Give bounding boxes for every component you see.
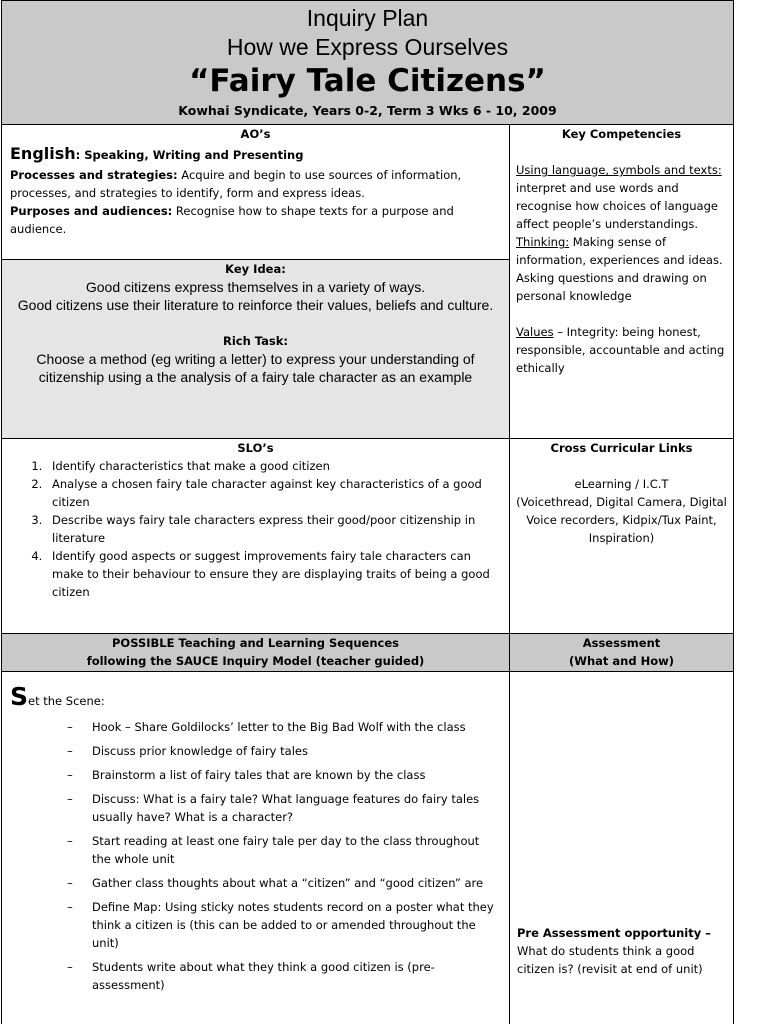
pre-assessment-cell xyxy=(509,671,734,1024)
sequences-heading-2: following the SAUCE Inquiry Model (teacher guided) xyxy=(86,654,425,668)
scene-item: – Discuss prior knowledge of fairy tales xyxy=(67,744,308,758)
competency-language-text: interpret and use words and recognise how choices of language affect people’s understandings. xyxy=(516,181,718,231)
scene-heading: et the Scene: xyxy=(28,694,105,708)
cross-curricular-line2: (Voicethread, Digital Camera, Digital Voice recorders, Kidpix/Tux Paint, Inspiration) xyxy=(516,495,727,545)
page-title: “Fairy Tale Citizens” xyxy=(189,63,546,99)
scene-item: – Start reading at least one fairy tale per day to the class throughout the whole unit xyxy=(67,834,480,866)
slo-item: 2. Analyse a chosen fairy tale character against key characteristics of a good citizen xyxy=(46,475,501,511)
key-idea-heading: Key Idea: xyxy=(225,262,286,276)
aos-processes xyxy=(10,166,501,202)
sequences-heading-1: POSSIBLE Teaching and Learning Sequences xyxy=(112,636,399,650)
scene-item: – Define Map: Using sticky notes students record on a poster what they think a citizen is (this can be added to or amended throughout the unit) xyxy=(67,900,494,950)
slos-cell xyxy=(1,438,510,634)
aos-purposes-label: Purposes and audiences: xyxy=(10,204,173,218)
slo-item: 4. Identify good aspects or suggest improvements fairy tale characters can make to their behaviour to ensure they are displaying traits of being a good citizen xyxy=(46,547,501,601)
cross-curricular-line1: eLearning / I.C.T xyxy=(574,477,669,491)
competency-language-label: Using language, symbols and texts: xyxy=(516,163,722,177)
scene-item: – Gather class thoughts about what a “citizen” and “good citizen” are xyxy=(67,876,484,890)
aos-subject-detail: : Speaking, Writing and Presenting xyxy=(75,148,304,162)
pre-assessment-label: Pre Assessment opportunity – xyxy=(517,926,711,940)
aos-cell xyxy=(1,124,510,260)
scene-list xyxy=(10,718,501,994)
pre-assessment-text: What do students think a good citizen is? (revisit at end of unit) xyxy=(517,944,703,976)
scene-item: – Hook – Share Goldilocks’ letter to the Big Bad Wolf with the class xyxy=(67,720,466,734)
rich-task-text: Choose a method (eg writing a letter) to express your understanding of citizenship using a the analysis of a fairy tale character as an example xyxy=(36,351,475,385)
aos-subject: English xyxy=(10,144,76,163)
aos-processes-label: Processes and strategies: xyxy=(10,168,178,182)
slos-list xyxy=(10,457,501,601)
key-competencies-heading: Key Competencies xyxy=(561,127,682,141)
sequences-header-cell xyxy=(1,633,510,672)
rich-task-heading: Rich Task: xyxy=(222,334,289,348)
competency-thinking xyxy=(516,233,727,305)
assessment-heading-1: Assessment xyxy=(582,636,661,650)
competency-thinking-label: Thinking: xyxy=(516,235,570,249)
key-idea-line2: Good citizens use their literature to reinforce their values, beliefs and culture. xyxy=(17,297,494,313)
assessment-heading-2: (What and How) xyxy=(569,654,674,668)
aos-purposes-text: Recognise how to shape texts for a purpose and audience. xyxy=(10,204,454,236)
competency-values-text: – Integrity: being honest, responsible, accountable and acting ethically xyxy=(516,325,725,375)
aos-purposes xyxy=(10,202,501,238)
scene-big-letter: S xyxy=(10,682,29,711)
header-line1: Inquiry Plan xyxy=(306,5,429,31)
cross-curricular-cell xyxy=(509,438,734,634)
header-subtitle: Kowhai Syndicate, Years 0-2, Term 3 Wks 6 - 10, 2009 xyxy=(178,103,557,118)
competency-values-label: Values xyxy=(516,325,554,339)
slo-item: 3. Describe ways fairy tale characters express their good/poor citizenship in literature xyxy=(46,511,501,547)
scene-item: – Discuss: What is a fairy tale? What language features do fairy tales usually have? What is a character? xyxy=(67,792,480,824)
key-competencies-cell xyxy=(509,124,734,439)
slos-heading: SLO’s xyxy=(237,441,274,455)
assessment-header-cell xyxy=(509,633,734,672)
scene-item: – Brainstorm a list of fairy tales that are known by the class xyxy=(67,768,426,782)
key-idea-cell xyxy=(1,259,510,439)
aos-heading: AO’s xyxy=(240,127,271,141)
scene-item: – Students write about what they think a good citizen is (pre-assessment) xyxy=(67,960,435,992)
competency-values xyxy=(516,323,727,377)
header-banner xyxy=(1,0,734,125)
competency-language xyxy=(516,161,727,233)
key-idea-line1: Good citizens express themselves in a variety of ways. xyxy=(85,279,426,295)
slo-item: 1. Identify characteristics that make a good citizen xyxy=(46,457,501,475)
header-line2: How we Express Ourselves xyxy=(226,34,509,60)
set-the-scene-cell xyxy=(1,671,510,1024)
aos-processes-text: Acquire and begin to use sources of information, processes, and strategies to identify, form and express ideas. xyxy=(10,168,462,200)
competency-thinking-text: Making sense of information, experiences and ideas. Asking questions and drawing on personal knowledge xyxy=(516,235,723,303)
cross-curricular-heading: Cross Curricular Links xyxy=(550,441,693,455)
